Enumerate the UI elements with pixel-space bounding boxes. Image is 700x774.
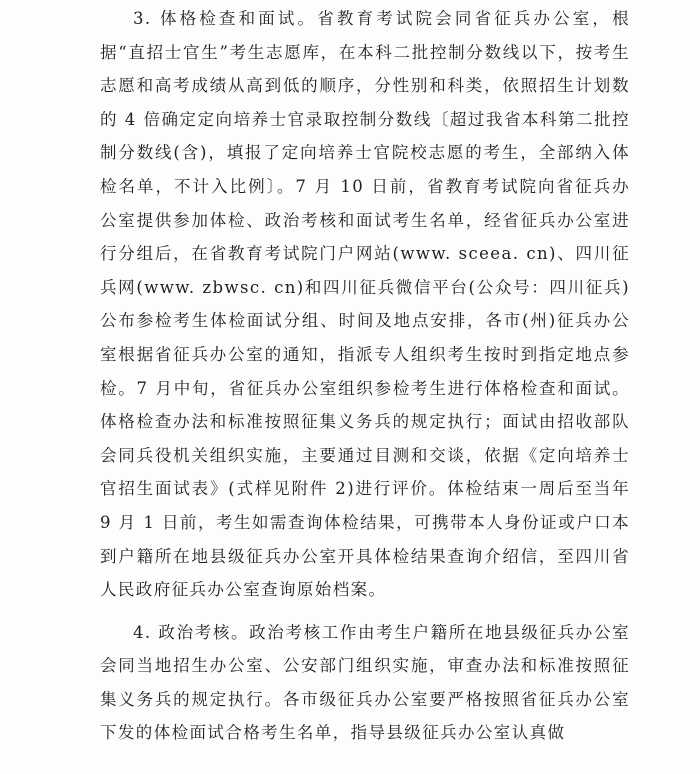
paragraph-physical-exam-interview: 3. 体格检查和面试。省教育考试院会同省征兵办公室，根据“直招士官生”考生志愿库，在本科二批控制分数线以下，按考生志愿和高考成绩从高到低的顺序，分性别和科类，依照招生计划数的 4 倍确定定向培养士官录取控制分数线〔超过我省本科第二批控制分数线(含)，填报了定向培养士官院校志愿的考生，全部纳入体检名单，不计入比例〕。7 月 10 日前，省教育考试院向省征兵办公室提供参加体检、政治考核和面试考生名单，经省征兵办公室进行分组后，在省教育考试院门户网站(www. sceea. cn)、四川征兵网(www. zbwsc. cn)和四川征兵微信平台(公众号：四川征兵)公布参检考生体检面试分组、时间及地点安排，各市(州)征兵办公室根据省征兵办公室的通知，指派专人组织考生按时到指定地点参检。7 月中旬，省征兵办公室组织参检考生进行体格检查和面试。体格检查办法和标准按照征集义务兵的规定执行；面试由招收部队会同兵役机关组织实施，主要通过目测和交谈，依据《定向培养士官招生面试表》(式样见附件 2)进行评价。体检结束一周后至当年 9 月 1 日前，考生如需查询体检结果，可携带本人身份证或户口本到户籍所在地县级征兵办公室开具体检结果查询介绍信，至四川省人民政府征兵办公室查询原始档案。 xyxy=(100,9,630,600)
paragraph-political-review: 4. 政治考核。政治考核工作由考生户籍所在地县级征兵办公室会同当地招生办公室、公安部门组织实施，审查办法和标准按照征集义务兵的规定执行。各市级征兵办公室要严格按照省征兵办公室下发的体检面试合格考生名单，指导县级征兵办公室认真做 xyxy=(100,622,630,743)
document-body xyxy=(100,2,630,750)
